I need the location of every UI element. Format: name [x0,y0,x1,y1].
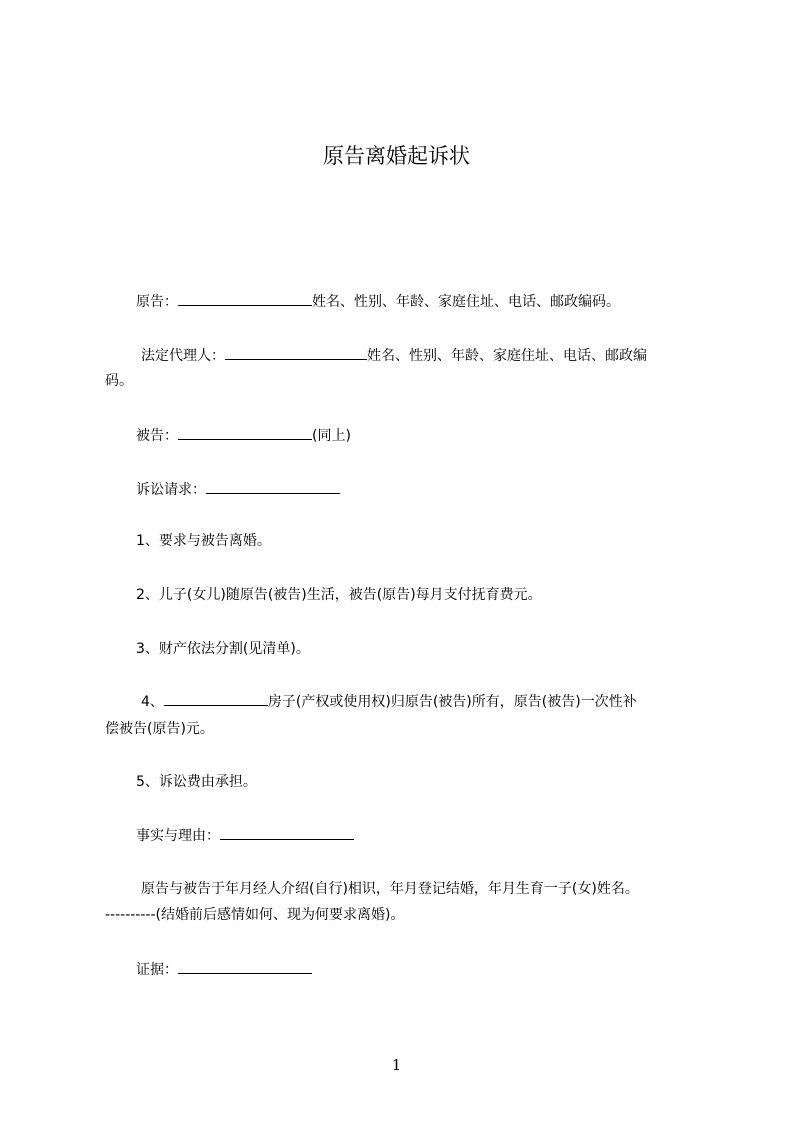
facts-cont: ----------(结婚前后感情如何、现为何要求离婚)。 [105,907,405,923]
defendant-blank [178,426,312,440]
agent-line [141,346,647,365]
claim-5: 5、诉讼费由承担。 [136,774,257,790]
plaintiff-label: 原告： [136,294,178,310]
page-number: 1 [391,1056,402,1074]
facts-label: 事实与理由： [136,828,220,844]
plaintiff-blank [178,292,312,306]
facts-blank [220,826,354,840]
claims-label: 诉讼请求： [136,482,206,498]
claim-2: 2、儿子(女儿)随原告(被告)生活，被告(原告)每月支付抚育费元。 [136,587,542,603]
claim-4-blank [164,692,268,706]
document-title: 原告离婚起诉状 [323,144,470,168]
facts-line [136,826,354,845]
claims-line [136,480,340,499]
claim-4-cont: 偿被告(原告)元。 [105,721,214,737]
agent-desc: 姓名、性别、年龄、家庭住址、电话、邮政编 [367,348,647,364]
defendant-desc: (同上) [312,428,351,444]
evidence-label: 证据： [136,962,178,978]
claim-1: 1、要求与被告离婚。 [136,533,271,549]
evidence-blank [178,960,312,974]
claim-4-prefix: 4、 [141,694,164,710]
agent-blank [225,346,367,360]
plaintiff-line [136,292,620,311]
defendant-label: 被告： [136,428,178,444]
plaintiff-desc: 姓名、性别、年龄、家庭住址、电话、邮政编码。 [312,294,620,310]
agent-label: 法定代理人： [141,348,225,364]
claims-blank [206,480,340,494]
claim-4 [141,692,637,711]
defendant-line [136,426,351,445]
agent-line-cont: 码。 [105,373,133,389]
claim-4-text: 房子(产权或使用权)归原告(被告)所有，原告(被告)一次性补 [267,694,637,710]
claim-3: 3、财产依法分割(见清单)。 [136,641,310,657]
evidence-line [136,960,312,979]
facts-text: 原告与被告于年月经人介绍(自行)相识，年月登记结婚，年月生育一子(女)姓名。 [141,881,639,897]
